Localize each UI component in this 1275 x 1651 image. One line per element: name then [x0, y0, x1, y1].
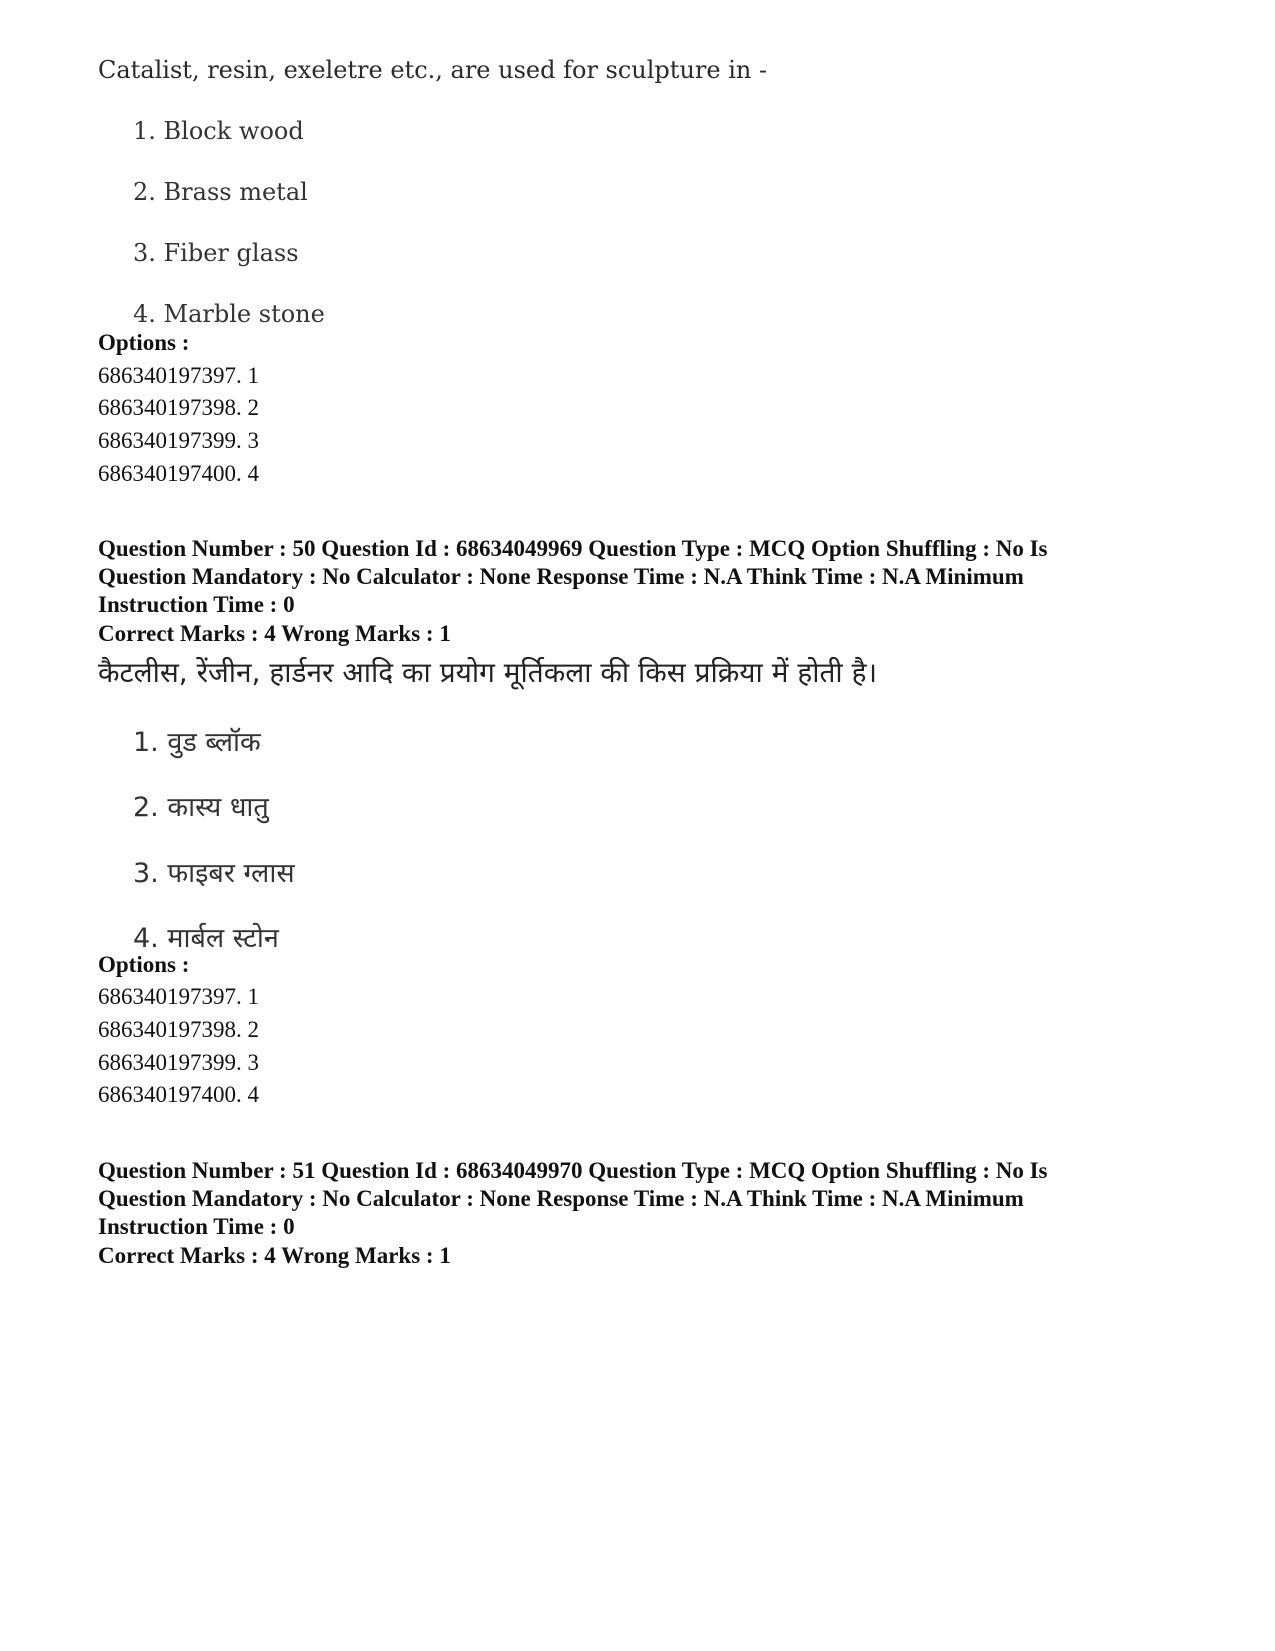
choice-item: 4. मार्बल स्टोन [133, 923, 279, 954]
question-meta-line: Instruction Time : 0 [98, 592, 295, 617]
option-id-line: 686340197399. 3 [98, 428, 259, 453]
option-id-line: 686340197398. 2 [98, 1017, 259, 1042]
marks-line: Correct Marks : 4 Wrong Marks : 1 [98, 621, 451, 646]
question-meta-line: Question Number : 50 Question Id : 68634049969 Question Type : MCQ Option Shuffling : No Is [98, 536, 1048, 561]
question-meta [98, 535, 1178, 619]
marks-line: Correct Marks : 4 Wrong Marks : 1 [98, 1243, 451, 1268]
question-text-english: Catalist, resin, exeletre etc., are used for sculpture in - [98, 56, 768, 84]
choice-item: 4. Marble stone [133, 300, 325, 328]
option-id-line: 686340197398. 2 [98, 395, 259, 420]
question-meta-line: Question Mandatory : No Calculator : None Response Time : N.A Think Time : N.A Minimum [98, 564, 1024, 589]
question-meta-line: Instruction Time : 0 [98, 1214, 295, 1239]
question-text-hindi: कैटलीस, रेंजीन, हार्डनर आदि का प्रयोग मूर्तिकला की किस प्रक्रिया में होती है। [98, 656, 878, 689]
question-meta-line: Question Mandatory : No Calculator : None Response Time : N.A Think Time : N.A Minimum [98, 1186, 1024, 1211]
option-id-line: 686340197400. 4 [98, 1082, 259, 1107]
choice-item: 1. Block wood [133, 117, 304, 145]
option-id-line: 686340197399. 3 [98, 1050, 259, 1075]
option-id-line: 686340197397. 1 [98, 984, 259, 1009]
question-meta [98, 1157, 1178, 1241]
choice-item: 1. वुड ब्लॉक [133, 727, 261, 758]
choice-item: 3. Fiber glass [133, 239, 299, 267]
options-label: Options : [98, 952, 190, 977]
option-id-line: 686340197400. 4 [98, 461, 259, 486]
choice-item: 2. Brass metal [133, 178, 308, 206]
question-meta-line: Question Number : 51 Question Id : 68634049970 Question Type : MCQ Option Shuffling : No Is [98, 1158, 1048, 1183]
option-id-line: 686340197397. 1 [98, 363, 259, 388]
choice-item: 3. फाइबर ग्लास [133, 858, 295, 889]
choice-item: 2. कास्य धातु [133, 792, 269, 823]
options-label: Options : [98, 330, 190, 355]
